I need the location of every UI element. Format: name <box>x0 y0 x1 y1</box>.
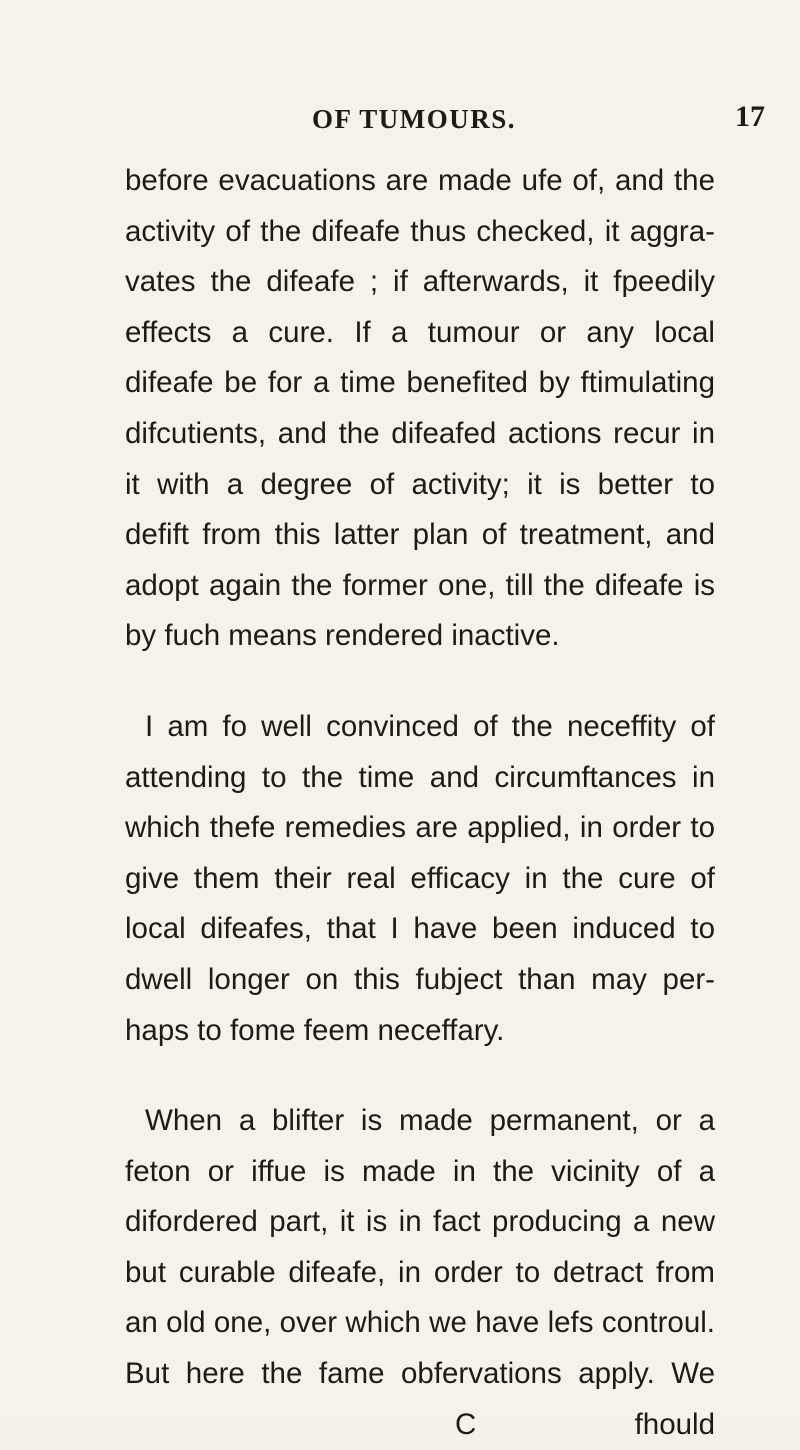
text-line: effects a cure. If a tumour or any local <box>125 315 715 349</box>
paragraph-gap <box>125 1056 715 1096</box>
paragraph-gap <box>125 662 715 702</box>
paragraph-3 <box>125 1096 715 1400</box>
text-line: But here the fame obfervations apply. We <box>125 1357 715 1391</box>
text-line: difeafe be for a time benefited by ftimulating <box>125 366 715 400</box>
text-line: When a blifter is made permanent, or a <box>145 1104 715 1138</box>
text-line: defift from this latter plan of treatment, and <box>125 518 715 552</box>
body-text <box>125 156 715 1450</box>
text-line: by fuch means rendered inactive. <box>125 619 560 653</box>
text-line: difordered part, it is in fact producing a new <box>125 1205 715 1239</box>
text-line: attending to the time and circumftances in <box>125 760 715 794</box>
page-number: 17 <box>735 100 765 133</box>
signature-mark: C <box>455 1407 477 1441</box>
running-title: OF TUMOURS. <box>312 104 517 134</box>
text-line: haps to fome feem neceffary. <box>125 1013 505 1047</box>
text-line: difcutients, and the difeafed actions recur in <box>125 416 715 450</box>
text-line: an old one, over which we have lefs controul. <box>125 1306 715 1340</box>
text-line: feton or iffue is made in the vicinity of a <box>125 1154 715 1188</box>
text-line: before evacuations are made ufe of, and the <box>125 164 715 197</box>
text-line: I am fo well convinced of the neceffity of <box>145 709 715 743</box>
text-line: it with a degree of activity; it is better to <box>125 467 715 501</box>
page-footer <box>125 1400 715 1450</box>
text-line: activity of the difeafe thus checked, it aggra- <box>125 214 715 248</box>
text-line: vates the difeafe ; if afterwards, it fpeedily <box>125 265 715 299</box>
text-line: local difeafes, that I have been induced to <box>125 912 715 946</box>
text-line: adopt again the former one, till the difeafe is <box>125 568 715 602</box>
text-line: which thefe remedies are applied, in order to <box>125 811 715 845</box>
text-line: but curable difeafe, in order to detract from <box>125 1255 715 1289</box>
catchword: fhould <box>634 1407 715 1441</box>
text-line: dwell longer on this fubject than may per- <box>125 962 715 996</box>
paragraph-2 <box>125 702 715 1056</box>
text-line: give them their real efficacy in the cure of <box>125 861 715 895</box>
paragraph-1 <box>125 156 715 662</box>
